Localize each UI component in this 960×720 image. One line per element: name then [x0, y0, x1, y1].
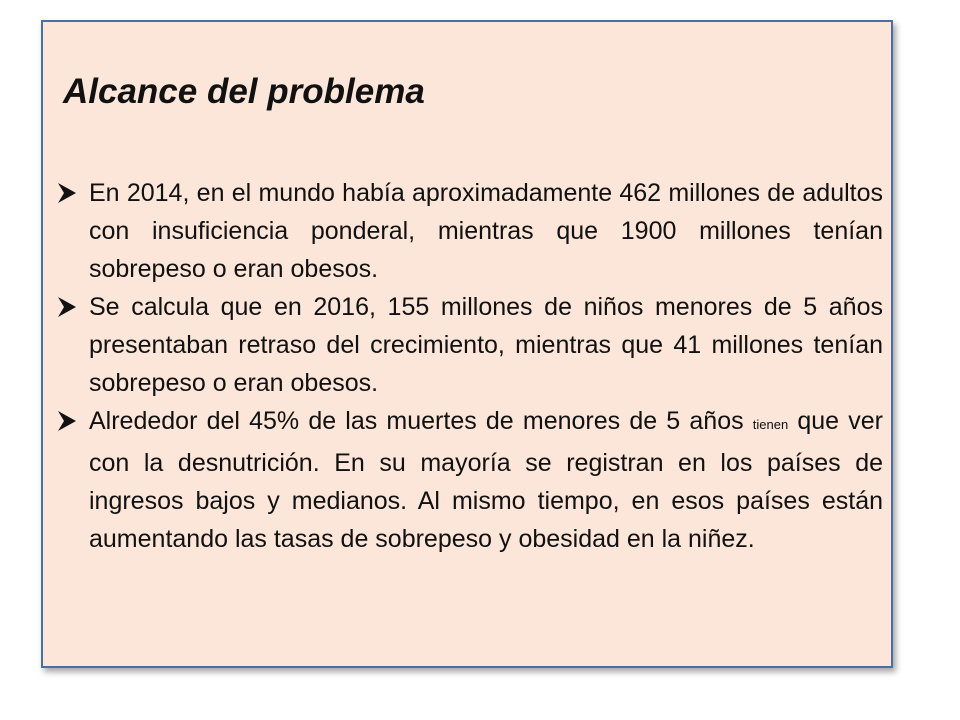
- bullet-text-2: Se calcula que en 2016, 155 millones de niños menores de 5 años presentaban retraso del crecimiento, mientras que 41 millones tenían sobrepeso o eran obesos.: [89, 293, 883, 397]
- bullet-text-3-start: Alrededor del 45% de las muertes de menores de 5 años: [89, 407, 753, 435]
- content-panel: [41, 20, 893, 668]
- arrowhead-bullet-icon: [57, 402, 81, 440]
- arrowhead-bullet-icon: [57, 174, 81, 212]
- bullet-text-1: En 2014, en el mundo había aproximadamente 462 millones de adultos con insuficiencia ponderal, mientras que 1900 millones tenían sobrepeso o eran obesos.: [89, 179, 883, 283]
- arrowhead-bullet-icon: [57, 288, 81, 326]
- slide-title: Alcance del problema: [63, 72, 425, 111]
- bullet-item-3: [57, 402, 883, 558]
- bullet-list: [57, 174, 883, 558]
- bullet-item-1: [57, 174, 883, 288]
- bullet-item-2: [57, 288, 883, 402]
- bullet-text-3-end: que ver con la desnutrición. En su mayoría se registran en los países de ingresos bajos y medianos. Al mismo tiempo, en esos países están aumentando las tasas de sobrepeso y obesidad en la niñez.: [89, 407, 883, 553]
- bullet-text-3-small: tienen: [752, 417, 789, 432]
